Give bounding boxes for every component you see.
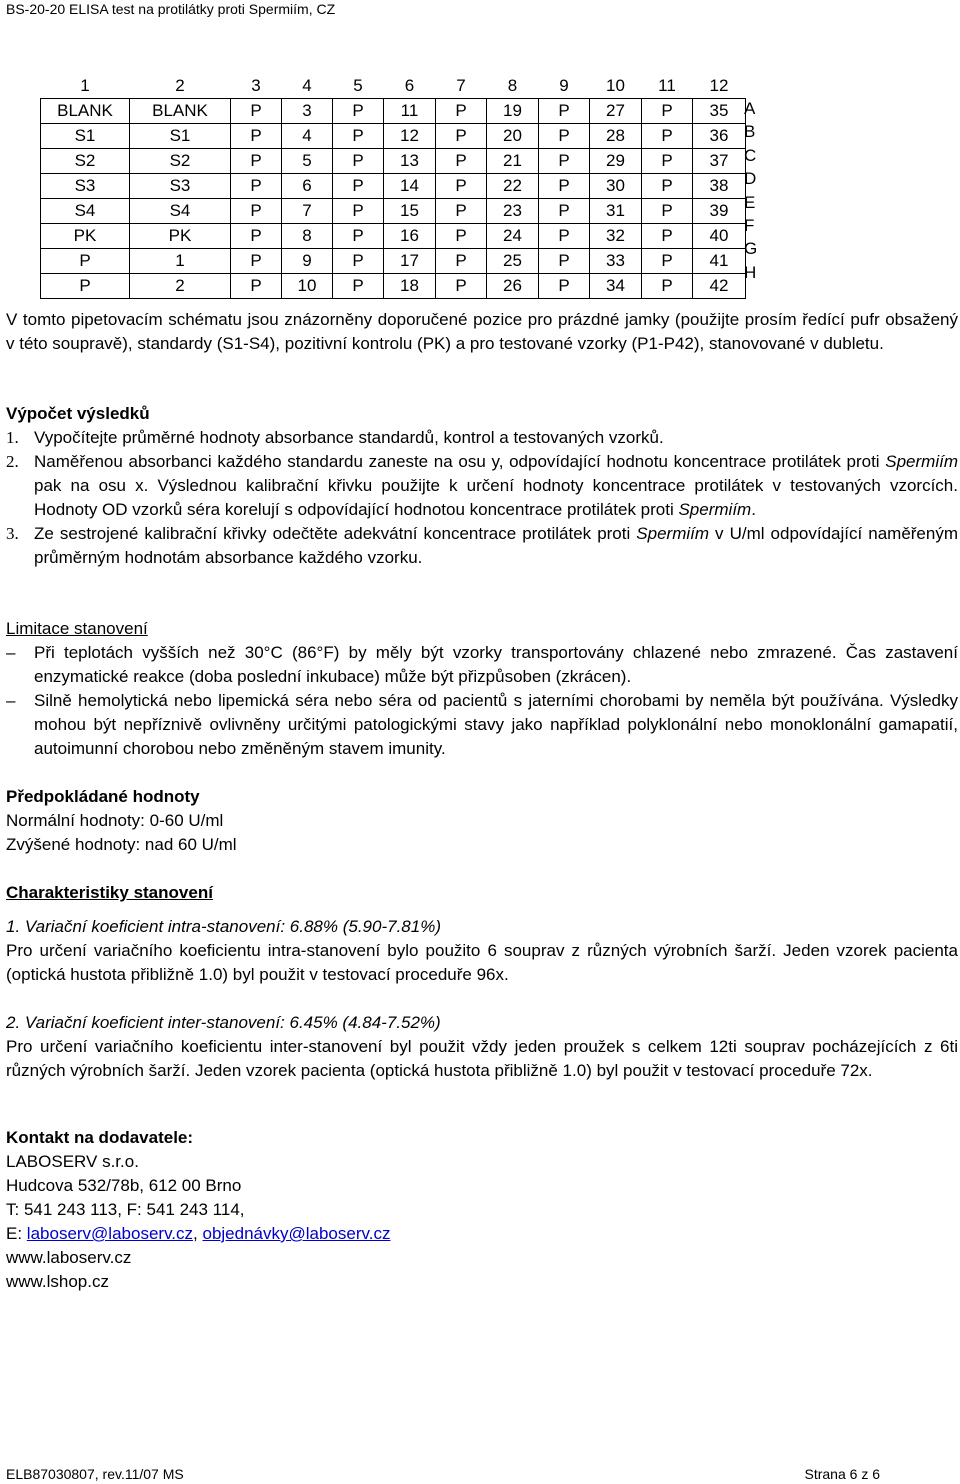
plate-cell: BLANK xyxy=(130,99,231,124)
plate-cell: P xyxy=(231,174,282,199)
step-number: 1. xyxy=(6,428,19,447)
plate-cell: 40 xyxy=(693,224,746,249)
plate-cell: S4 xyxy=(41,199,130,224)
plate-cell: 1 xyxy=(130,249,231,274)
plate-column-number: 7 xyxy=(456,76,466,95)
plate-row-letter: B xyxy=(744,122,756,142)
plate-cell: P xyxy=(436,199,487,224)
step-number: 2. xyxy=(6,452,19,471)
dash-bullet: – xyxy=(6,691,16,710)
plate-row xyxy=(41,99,746,124)
document-header-title: BS-20-20 ELISA test na protilátky proti Spermiím, CZ xyxy=(6,1,336,17)
plate-cell: 16 xyxy=(384,224,436,249)
limitations-item-text: Silně hemolytická nebo lipemická séra nebo séra od pacientů s jaterními chorobami by neměla být používána. Výsledky mohou být nepříznivě ovlivněny určitými patologickými stavy jako například polyklonální nebo monoklonální gamapatií, autoimunní chorobou nebo změněným stavem imunity. xyxy=(34,691,958,758)
email-link-laboserv[interactable]: laboserv@laboserv.cz xyxy=(26,1224,194,1243)
step-text-italic: Spermiím xyxy=(636,524,710,543)
plate-cell: P xyxy=(231,149,282,174)
plate-cell: P xyxy=(333,224,384,249)
plate-cell: 37 xyxy=(693,149,746,174)
plate-row-letter: F xyxy=(744,215,755,235)
contact-phone: T: 541 243 113, F: 541 243 114, xyxy=(6,1200,245,1219)
plate-cell: P xyxy=(333,274,384,299)
plate-cell: 33 xyxy=(590,249,642,274)
plate-cell: P xyxy=(333,174,384,199)
plate-column-number: 6 xyxy=(404,76,415,95)
website-lshop[interactable]: www.lshop.cz xyxy=(6,1272,109,1291)
plate-cell: 23 xyxy=(487,199,539,224)
plate-cell: P xyxy=(231,199,282,224)
plate-cell: PK xyxy=(41,224,130,249)
plate-cell: 9 xyxy=(282,249,333,274)
results-section xyxy=(6,402,958,570)
limitations-item-text: Při teplotách vyšších než 30°C (86°F) by měly být vzorky transportovány chlazené nebo zmrazené. Čas zastavení enzymatické reakce (doba poslední inkubace) může být přizpůsoben (zkrácen). xyxy=(34,643,958,686)
plate-cell: 26 xyxy=(487,274,539,299)
plate-column-number: 11 xyxy=(658,76,676,95)
plate-cell: P xyxy=(642,174,693,199)
plate-cell: P xyxy=(333,99,384,124)
plate-cell: P xyxy=(539,249,590,274)
plate-cell: S4 xyxy=(130,199,231,224)
results-step-2 xyxy=(6,450,958,522)
results-step-3 xyxy=(6,522,958,570)
plate-row xyxy=(41,149,746,174)
plate-cell: P xyxy=(642,149,693,174)
plate-cell: 22 xyxy=(487,174,539,199)
elevated-values: Zvýšené hodnoty: nad 60 U/ml xyxy=(6,835,237,854)
plate-cell: 42 xyxy=(693,274,746,299)
plate-cell: 5 xyxy=(282,149,333,174)
plate-cell: 12 xyxy=(384,124,436,149)
plate-column-number: 10 xyxy=(606,76,625,95)
plate-cell: P xyxy=(333,249,384,274)
plate-row xyxy=(41,249,746,274)
step-number: 3. xyxy=(6,524,19,543)
limitations-item-1 xyxy=(6,641,958,689)
results-steps xyxy=(6,426,958,570)
limitations-heading: Limitace stanovení xyxy=(6,619,148,638)
email-prefix: E: xyxy=(6,1224,27,1243)
plate-cell: P xyxy=(436,174,487,199)
plate-cell: P xyxy=(642,274,693,299)
plate-cell: P xyxy=(436,124,487,149)
plate-cell: P xyxy=(333,124,384,149)
plate-cell: S1 xyxy=(130,124,231,149)
intra-assay-text: Pro určení variačního koeficientu intra-stanovení bylo použito 6 souprav z různých výrobních šarží. Jeden vzorek pacienta (optická hustota přibližně 1.0) byl použit v testovací proceduře 96x. xyxy=(6,941,958,984)
plate-column-number: 1 xyxy=(80,76,90,95)
characteristics-section xyxy=(6,881,958,1083)
plate-row-letter: D xyxy=(744,169,757,189)
plate-cell: 6 xyxy=(282,174,333,199)
email-link-orders[interactable]: objednávky@laboserv.cz xyxy=(202,1224,391,1243)
plate-cell: P xyxy=(231,99,282,124)
footer-document-id: ELB87030807, rev.11/07 MS xyxy=(6,1466,184,1482)
step-text: Vypočítejte průměrné hodnoty absorbance standardů, kontrol a testovaných vzorků. xyxy=(34,428,664,447)
plate-cell: P xyxy=(539,174,590,199)
plate-cell: P xyxy=(333,199,384,224)
plate-cell: 3 xyxy=(282,99,333,124)
plate-cell: P xyxy=(231,124,282,149)
plate-cell: S3 xyxy=(41,174,130,199)
plate-cell: P xyxy=(436,149,487,174)
email-separator: , xyxy=(193,1224,203,1243)
plate-cell: 13 xyxy=(384,149,436,174)
inter-assay-text: Pro určení variačního koeficientu inter-stanovení byl použit vždy jeden proužek s celkem 12ti souprav pocházejících z 6ti různých výrobních šarží. Jeden vzorek pacienta (optická hustota přibližně 1.0) byl použit v testovací proceduře 72x. xyxy=(6,1037,958,1080)
plate-column-number: 2 xyxy=(175,76,185,95)
plate-cell: 36 xyxy=(693,124,746,149)
characteristics-heading: Charakteristiky stanovení xyxy=(6,883,213,902)
plate-cell: 7 xyxy=(282,199,333,224)
plate-cell: P xyxy=(539,99,590,124)
plate-row xyxy=(41,274,746,299)
inter-assay-title: 2. Variační koeficient inter-stanovení: 6.45% (4.84-7.52%) xyxy=(6,1013,441,1032)
plate-row xyxy=(41,124,746,149)
plate-cell: S1 xyxy=(41,124,130,149)
expected-values-heading: Předpokládané hodnoty xyxy=(6,787,200,806)
plate-cell: 30 xyxy=(590,174,642,199)
plate-cell: P xyxy=(642,199,693,224)
plate-cell: 15 xyxy=(384,199,436,224)
plate-row-letter: G xyxy=(744,239,758,259)
dash-bullet: – xyxy=(6,643,16,662)
plate-cell: 8 xyxy=(282,224,333,249)
plate-cell: P xyxy=(539,149,590,174)
plate-cell: 32 xyxy=(590,224,642,249)
plate-cell: PK xyxy=(130,224,231,249)
step-text: pak na osu x. Výslednou kalibrační křivku použijte k určení hodnoty koncentrace protilátek v testovaných vzorcích. Hodnoty OD vzorků séra korelují s odpovídající hodnotou koncentrace protilátek proti xyxy=(34,476,958,519)
plate-cell: P xyxy=(539,199,590,224)
plate-cell: 17 xyxy=(384,249,436,274)
plate-row xyxy=(41,224,746,249)
plate-cell: 41 xyxy=(693,249,746,274)
footer-page-number: Strana 6 z 6 xyxy=(804,1466,880,1482)
plate-column-number: 3 xyxy=(251,76,261,95)
plate-cell: 2 xyxy=(130,274,231,299)
step-text-italic: Spermiím xyxy=(678,500,752,519)
plate-cell: 14 xyxy=(384,174,436,199)
plate-cell: 35 xyxy=(693,99,746,124)
plate-row xyxy=(41,199,746,224)
plate-cell: P xyxy=(333,149,384,174)
plate-cell: 4 xyxy=(282,124,333,149)
plate-cell: 19 xyxy=(487,99,539,124)
plate-cell: S3 xyxy=(130,174,231,199)
plate-cell: P xyxy=(436,224,487,249)
plate-cell: 39 xyxy=(693,199,746,224)
limitations-section xyxy=(6,617,958,761)
plate-cell: 28 xyxy=(590,124,642,149)
expected-values-section xyxy=(6,785,958,857)
plate-row-letter: E xyxy=(744,192,756,212)
plate-cell: P xyxy=(539,224,590,249)
step-text: v U/ml odpovídající naměřeným průměrným hodnotám absorbance každého vzorku. xyxy=(34,524,958,567)
plate-row-letter: C xyxy=(744,145,757,165)
contact-section xyxy=(6,1126,958,1294)
normal-values: Normální hodnoty: 0-60 U/ml xyxy=(6,811,224,830)
plate-cell: 20 xyxy=(487,124,539,149)
plate-cell: S2 xyxy=(130,149,231,174)
plate-row-letter: A xyxy=(744,99,756,118)
pipetting-scheme-table xyxy=(40,74,746,299)
plate-cell: P xyxy=(642,249,693,274)
plate-cell: 38 xyxy=(693,174,746,199)
plate-cell: P xyxy=(231,224,282,249)
plate-row-letter: H xyxy=(744,262,757,282)
plate-cell: 25 xyxy=(487,249,539,274)
plate-row-letters xyxy=(744,97,757,284)
results-heading: Výpočet výsledků xyxy=(6,404,150,423)
step-text: . xyxy=(751,500,756,519)
plate-cell: P xyxy=(539,274,590,299)
plate-cell: P xyxy=(436,99,487,124)
plate-cell: 31 xyxy=(590,199,642,224)
plate-column-number: 8 xyxy=(507,76,518,95)
plate-cell: P xyxy=(642,99,693,124)
plate-cell: P xyxy=(231,249,282,274)
results-step-1 xyxy=(6,426,958,450)
plate-column-number: 12 xyxy=(709,76,729,95)
plate-cell: P xyxy=(41,249,130,274)
limitations-item-2 xyxy=(6,689,958,761)
plate-cell: P xyxy=(539,124,590,149)
plate-cell: S2 xyxy=(41,149,130,174)
plate-cell: 10 xyxy=(282,274,333,299)
pipetting-description: V tomto pipetovacím schématu jsou znázorněny doporučené pozice pro prázdné jamky (použijte prosím ředící pufr obsažený v této soupravě), standardy (S1-S4), pozitivní kontrolu (PK) a pro testované vzorky (P1-P42), stanovované v dubletu. xyxy=(6,310,958,353)
plate-cell: 21 xyxy=(487,149,539,174)
step-text-italic: Spermiím xyxy=(885,452,958,471)
contact-heading: Kontakt na dodavatele: xyxy=(6,1128,194,1147)
step-text: Ze sestrojené kalibrační křivky odečtěte adekvátní koncentrace protilátek proti xyxy=(34,524,637,543)
plate-column-header-row xyxy=(41,74,746,99)
plate-cell: P xyxy=(642,124,693,149)
step-text: Naměřenou absorbanci každého standardu zaneste na osu y, odpovídající hodnotu koncentrace protilátek proti xyxy=(34,452,886,471)
plate-cell: P xyxy=(642,224,693,249)
plate-cell: 24 xyxy=(487,224,539,249)
plate-cell: 11 xyxy=(384,99,436,124)
contact-company: LABOSERV s.r.o. xyxy=(6,1152,139,1171)
plate-column-number: 9 xyxy=(559,76,569,95)
plate-cell: P xyxy=(436,249,487,274)
plate-cell: P xyxy=(231,274,282,299)
website-laboserv[interactable]: www.laboserv.cz xyxy=(6,1248,132,1267)
intra-assay-title: 1. Variační koeficient intra-stanovení: 6.88% (5.90-7.81%) xyxy=(6,917,441,936)
plate-row xyxy=(41,174,746,199)
plate-cell: 18 xyxy=(384,274,436,299)
plate-cell: 29 xyxy=(590,149,642,174)
plate-cell: P xyxy=(436,274,487,299)
plate-cell: 27 xyxy=(590,99,642,124)
contact-address: Hudcova 532/78b, 612 00 Brno xyxy=(6,1176,242,1195)
plate-column-number: 5 xyxy=(353,76,363,95)
plate-cell: BLANK xyxy=(41,99,130,124)
plate-cell: P xyxy=(41,274,130,299)
contact-email-line xyxy=(6,1222,958,1246)
plate-cell: 34 xyxy=(590,274,642,299)
plate-column-number: 4 xyxy=(302,76,312,95)
limitations-list xyxy=(6,641,958,761)
